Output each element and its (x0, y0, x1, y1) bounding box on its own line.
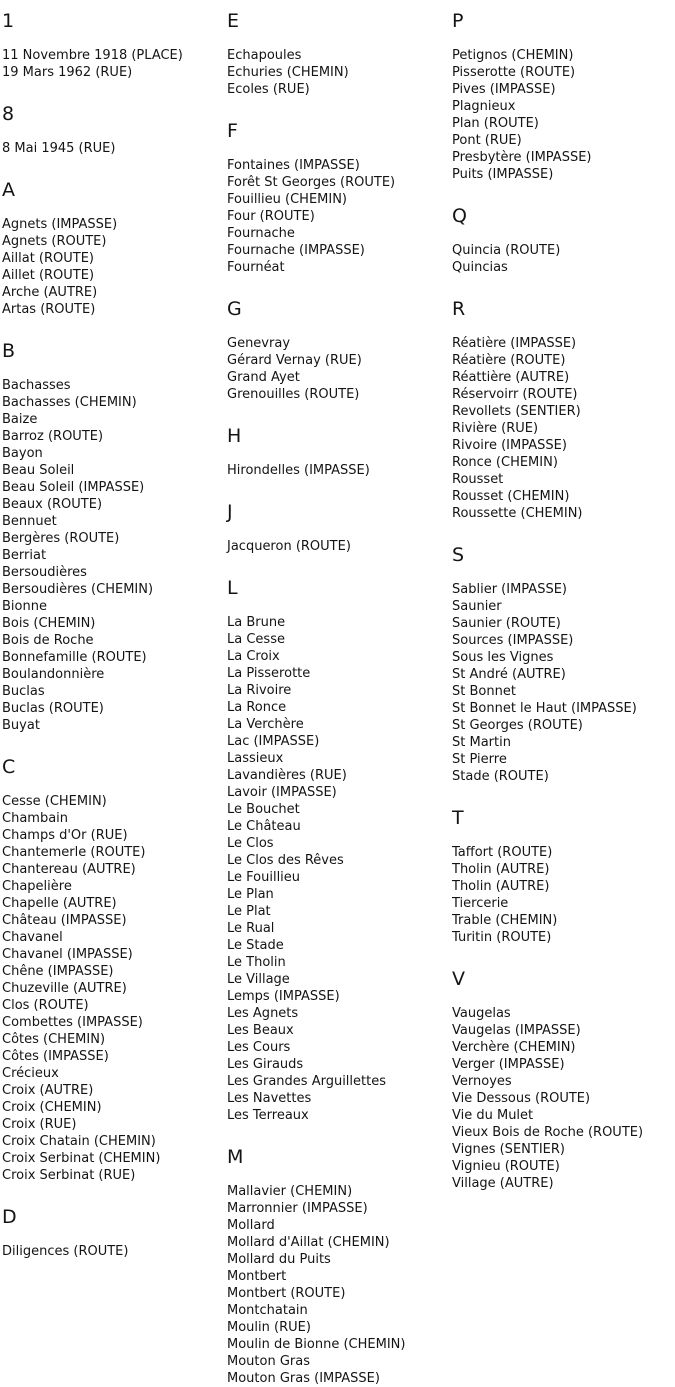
street-entry: Verchère (CHEMIN) (452, 1040, 576, 1055)
street-list-E (227, 47, 452, 98)
street-entry: Bersoudières (2, 565, 87, 580)
street-entry: Bionne (2, 599, 47, 614)
street-entry: Turitin (ROUTE) (452, 930, 552, 945)
street-entry: Fontaines (IMPASSE) (227, 158, 360, 173)
street-entry: Diligences (ROUTE) (2, 1244, 129, 1259)
street-entry: Croix (AUTRE) (2, 1083, 94, 1098)
street-entry: Petignos (CHEMIN) (452, 48, 574, 63)
street-list-8 (2, 140, 227, 157)
street-entry: Pont (RUE) (452, 133, 522, 148)
street-entry: Grand Ayet (227, 370, 300, 385)
street-entry: Croix Serbinat (CHEMIN) (2, 1151, 161, 1166)
street-entry: Croix Chatain (CHEMIN) (2, 1134, 156, 1149)
street-entry: Sous les Vignes (452, 650, 554, 665)
street-entry: Stade (ROUTE) (452, 769, 549, 784)
street-entry: Sources (IMPASSE) (452, 633, 574, 648)
street-entry: Tiercerie (452, 896, 509, 911)
street-entry: Le Château (227, 819, 301, 834)
section-letter-header-D: D (2, 1206, 17, 1228)
street-entry: Le Clos des Rêves (227, 853, 344, 868)
section-letter-header-B: B (2, 340, 16, 362)
street-list-1 (2, 47, 227, 81)
street-entry: Montchatain (227, 1303, 308, 1318)
street-entry: Four (ROUTE) (227, 209, 315, 224)
street-entry: Ronce (CHEMIN) (452, 455, 558, 470)
street-entry: Les Beaux (227, 1023, 294, 1038)
street-entry: Bois (CHEMIN) (2, 616, 96, 631)
street-list-T (452, 844, 675, 946)
street-entry: Beau Soleil (2, 463, 75, 478)
street-entry: Lemps (IMPASSE) (227, 989, 340, 1004)
street-entry: Quincia (ROUTE) (452, 243, 561, 258)
street-entry: Arche (AUTRE) (2, 285, 98, 300)
street-entry: 8 Mai 1945 (RUE) (2, 141, 116, 156)
street-entry: Croix (RUE) (2, 1117, 77, 1132)
street-entry: Sablier (IMPASSE) (452, 582, 567, 597)
street-entry: Vie Dessous (ROUTE) (452, 1091, 591, 1106)
street-entry: Ecoles (RUE) (227, 82, 310, 97)
street-entry: La Verchère (227, 717, 304, 732)
street-entry: Verger (IMPASSE) (452, 1057, 565, 1072)
street-entry: Réservoirr (ROUTE) (452, 387, 578, 402)
street-entry: Combettes (IMPASSE) (2, 1015, 143, 1030)
street-entry: Côtes (IMPASSE) (2, 1049, 109, 1064)
street-entry: Chavanel (2, 930, 63, 945)
section-letter-header-Q: Q (452, 205, 467, 227)
street-list-Q (452, 242, 675, 276)
street-entry: Jacqueron (ROUTE) (227, 539, 351, 554)
street-entry: Les Girauds (227, 1057, 304, 1072)
section-letter-header-C: C (2, 756, 16, 778)
street-entry: Lavandières (RUE) (227, 768, 347, 783)
street-entry: Roussette (CHEMIN) (452, 506, 583, 521)
street-list-D (2, 1243, 227, 1260)
street-entry: Plagnieux (452, 99, 516, 114)
street-entry: La Brune (227, 615, 286, 630)
street-entry: Croix Serbinat (RUE) (2, 1168, 136, 1183)
street-entry: Gérard Vernay (RUE) (227, 353, 362, 368)
street-entry: Bersoudières (CHEMIN) (2, 582, 154, 597)
street-entry: St Martin (452, 735, 511, 750)
street-entry: St Bonnet (452, 684, 516, 699)
street-entry: La Pisserotte (227, 666, 311, 681)
street-entry: Champs d'Or (RUE) (2, 828, 128, 843)
section-letter-header-S: S (452, 544, 465, 566)
directory-column-2 (227, 6, 452, 1387)
street-entry: Mouton Gras (227, 1354, 310, 1369)
street-entry: Cesse (CHEMIN) (2, 794, 107, 809)
section-letter-header-H: H (227, 425, 242, 447)
street-entry: St Georges (ROUTE) (452, 718, 583, 733)
street-list-H (227, 462, 452, 479)
street-entry: Chapelle (AUTRE) (2, 896, 117, 911)
street-entry: Côtes (CHEMIN) (2, 1032, 106, 1047)
street-entry: Mollard d'Aillat (CHEMIN) (227, 1235, 390, 1250)
street-entry: Fournéat (227, 260, 285, 275)
street-entry: Le Plan (227, 887, 274, 902)
section-letter-header-F: F (227, 120, 238, 142)
street-entry: Moulin de Bionne (CHEMIN) (227, 1337, 406, 1352)
street-entry: Croix (CHEMIN) (2, 1100, 102, 1115)
street-entry: Montbert (227, 1269, 287, 1284)
street-entry: Réattière (AUTRE) (452, 370, 570, 385)
street-list-F (227, 157, 452, 276)
street-entry: La Croix (227, 649, 280, 664)
street-entry: Vie du Mulet (452, 1108, 534, 1123)
street-entry: La Rivoire (227, 683, 292, 698)
section-letter-header-E: E (227, 10, 240, 32)
street-list-P (452, 47, 675, 183)
street-entry: St André (AUTRE) (452, 667, 566, 682)
street-entry: Fouillieu (CHEMIN) (227, 192, 348, 207)
street-entry: Chantemerle (ROUTE) (2, 845, 146, 860)
street-entry: Barroz (ROUTE) (2, 429, 104, 444)
street-entry: Le Fouillieu (227, 870, 301, 885)
street-entry: Plan (ROUTE) (452, 116, 539, 131)
street-entry: Le Village (227, 972, 290, 987)
street-entry: Chambain (2, 811, 69, 826)
street-entry: Moulin (RUE) (227, 1320, 311, 1335)
street-entry: Chavanel (IMPASSE) (2, 947, 133, 962)
street-entry: Presbytère (IMPASSE) (452, 150, 592, 165)
section-letter-header-V: V (452, 968, 465, 990)
street-entry: Le Bouchet (227, 802, 300, 817)
street-entry: Le Rual (227, 921, 275, 936)
street-entry: Lac (IMPASSE) (227, 734, 320, 749)
street-entry: Les Grandes Arguillettes (227, 1074, 386, 1089)
street-entry: Aillet (ROUTE) (2, 268, 95, 283)
street-list-R (452, 335, 675, 522)
street-entry: Bois de Roche (2, 633, 94, 648)
street-entry: Mallavier (CHEMIN) (227, 1184, 353, 1199)
street-entry: Les Terreaux (227, 1108, 309, 1123)
street-entry: Bennuet (2, 514, 57, 529)
street-entry: Baize (2, 412, 38, 427)
street-entry: Lassieux (227, 751, 284, 766)
directory-column-3 (452, 6, 675, 1192)
street-entry: Agnets (IMPASSE) (2, 217, 118, 232)
street-entry: Les Navettes (227, 1091, 312, 1106)
street-entry: Agnets (ROUTE) (2, 234, 107, 249)
street-entry: Le Clos (227, 836, 274, 851)
street-list-M (227, 1183, 452, 1387)
street-entry: Marronnier (IMPASSE) (227, 1201, 368, 1216)
section-letter-header-A: A (2, 179, 15, 201)
street-entry: Fournache (227, 226, 295, 241)
section-letter-header-J: J (227, 501, 233, 523)
street-entry: Trable (CHEMIN) (452, 913, 558, 928)
street-entry: Réatière (IMPASSE) (452, 336, 577, 351)
street-entry: Vaugelas (IMPASSE) (452, 1023, 581, 1038)
street-entry: Puits (IMPASSE) (452, 167, 554, 182)
street-entry: Saunier (ROUTE) (452, 616, 561, 631)
section-letter-header-M: M (227, 1146, 244, 1168)
street-entry: 11 Novembre 1918 (PLACE) (2, 48, 183, 63)
street-entry: Chêne (IMPASSE) (2, 964, 114, 979)
street-entry: Bergères (ROUTE) (2, 531, 120, 546)
street-entry: Tholin (AUTRE) (452, 879, 550, 894)
street-entry: Château (IMPASSE) (2, 913, 127, 928)
street-entry: Vernoyes (452, 1074, 512, 1089)
street-entry: Le Stade (227, 938, 284, 953)
street-entry: Buclas (ROUTE) (2, 701, 104, 716)
street-entry: Rousset (CHEMIN) (452, 489, 570, 504)
street-entry: Artas (ROUTE) (2, 302, 96, 317)
street-entry: Les Cours (227, 1040, 291, 1055)
street-entry: Rousset (452, 472, 504, 487)
street-entry: Saunier (452, 599, 502, 614)
street-entry: Echapoules (227, 48, 302, 63)
street-entry: Le Plat (227, 904, 271, 919)
street-entry: Pives (IMPASSE) (452, 82, 556, 97)
section-letter-header-8: 8 (2, 103, 15, 125)
street-entry: Fournache (IMPASSE) (227, 243, 365, 258)
street-entry: Les Agnets (227, 1006, 299, 1021)
street-list-J (227, 538, 452, 555)
section-letter-header-P: P (452, 10, 464, 32)
street-entry: Genevray (227, 336, 291, 351)
street-entry: Chantereau (AUTRE) (2, 862, 136, 877)
street-entry: Mollard (227, 1218, 275, 1233)
street-entry: Rivière (RUE) (452, 421, 539, 436)
street-entry: La Cesse (227, 632, 285, 647)
section-letter-header-G: G (227, 298, 242, 320)
street-entry: Vignieu (ROUTE) (452, 1159, 560, 1174)
street-entry: Rivoire (IMPASSE) (452, 438, 567, 453)
street-entry: Boulandonnière (2, 667, 105, 682)
street-entry: Buyat (2, 718, 40, 733)
street-entry: Réatière (ROUTE) (452, 353, 566, 368)
street-list-G (227, 335, 452, 403)
street-entry: Village (AUTRE) (452, 1176, 554, 1191)
street-entry: Lavoir (IMPASSE) (227, 785, 337, 800)
street-list-V (452, 1005, 675, 1192)
street-entry: Bonnefamille (ROUTE) (2, 650, 147, 665)
street-entry: Aillat (ROUTE) (2, 251, 95, 266)
street-list-S (452, 581, 675, 785)
street-entry: La Ronce (227, 700, 287, 715)
street-entry: Forêt St Georges (ROUTE) (227, 175, 396, 190)
section-letter-header-L: L (227, 577, 238, 599)
street-entry: Clos (ROUTE) (2, 998, 89, 1013)
street-entry: Quincias (452, 260, 508, 275)
street-entry: St Bonnet le Haut (IMPASSE) (452, 701, 637, 716)
street-entry: Chuzeville (AUTRE) (2, 981, 127, 996)
street-entry: Grenouilles (ROUTE) (227, 387, 360, 402)
section-letter-header-R: R (452, 298, 466, 320)
street-entry: Buclas (2, 684, 45, 699)
street-entry: Pisserotte (ROUTE) (452, 65, 576, 80)
street-entry: Bachasses (CHEMIN) (2, 395, 137, 410)
street-entry: Vieux Bois de Roche (ROUTE) (452, 1125, 644, 1140)
street-entry: Berriat (2, 548, 47, 563)
street-entry: Tholin (AUTRE) (452, 862, 550, 877)
section-letter-header-1: 1 (2, 10, 15, 32)
street-entry: Taffort (ROUTE) (452, 845, 553, 860)
street-entry: St Pierre (452, 752, 507, 767)
street-list-B (2, 377, 227, 734)
street-entry: Vignes (SENTIER) (452, 1142, 565, 1157)
street-entry: 19 Mars 1962 (RUE) (2, 65, 133, 80)
street-entry: Mouton Gras (IMPASSE) (227, 1371, 380, 1386)
street-list-A (2, 216, 227, 318)
section-letter-header-T: T (452, 807, 464, 829)
street-entry: Bachasses (2, 378, 71, 393)
street-entry: Le Tholin (227, 955, 286, 970)
street-entry: Chapelière (2, 879, 72, 894)
directory-column-1 (2, 6, 227, 1260)
street-entry: Beaux (ROUTE) (2, 497, 103, 512)
street-entry: Mollard du Puits (227, 1252, 331, 1267)
street-entry: Montbert (ROUTE) (227, 1286, 346, 1301)
street-entry: Vaugelas (452, 1006, 511, 1021)
street-entry: Crécieux (2, 1066, 59, 1081)
street-entry: Bayon (2, 446, 43, 461)
street-entry: Revollets (SENTIER) (452, 404, 581, 419)
street-entry: Hirondelles (IMPASSE) (227, 463, 370, 478)
street-entry: Echuries (CHEMIN) (227, 65, 349, 80)
street-entry: Beau Soleil (IMPASSE) (2, 480, 145, 495)
street-list-C (2, 793, 227, 1184)
street-list-L (227, 614, 452, 1124)
